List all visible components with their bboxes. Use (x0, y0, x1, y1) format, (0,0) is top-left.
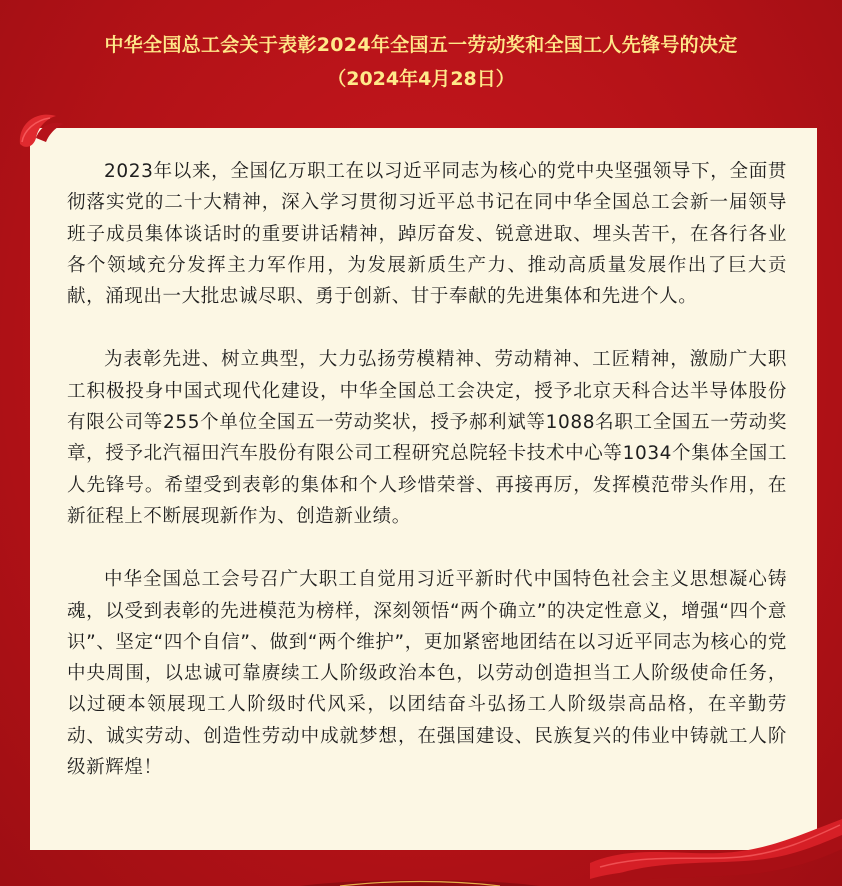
document-body (30, 128, 817, 850)
paragraph-3: 中华全国总工会号召广大职工自觉用习近平新时代中国特色社会主义思想凝心铸魂，以受到表彰的先进模范为榜样，深刻领悟“两个确立”的决定性意义，增强“四个意识”、坚定“四个自信”、做到“两个维护”，更加紧密地团结在以习近平同志为核心的党中央周围，以忠诚可靠赓续工人阶级政治本色，以劳动创造担当工人阶级使命任务，以过硬本领展现工人阶级时代风采，以团结奋斗弘扬工人阶级崇高品格，在辛勤劳动、诚实劳动、创造性劳动中成就梦想，在强国建设、民族复兴的伟业中铸就工人阶级新辉煌！ (67, 569, 787, 779)
ribbon-curl-icon (14, 104, 70, 160)
paragraph-2: 为表彰先进、树立典型，大力弘扬劳模精神、劳动精神、工匠精神，激励广大职工积极投身中国式现代化建设，中华全国总工会决定，授予北京天科合达半导体股份有限公司等255个单位全国五一劳动奖状，授予郝利斌等1088名职工全国五一劳动奖章，授予北汽福田汽车股份有限公司工程研究总院轻卡技术中心等1034个集体全国工人先锋号。希望受到表彰的集体和个人珍惜荣誉、再接再厉，发挥模范带头作用，在新征程上不断展现新作为、创造新业绩。 (67, 349, 787, 527)
document-title: 中华全国总工会关于表彰2024年全国五一劳动奖和全国工人先锋号的决定 (104, 34, 738, 56)
paragraph-1: 2023年以来，全国亿万职工在以习近平同志为核心的党中央坚强领导下，全面贯彻落实党的二十大精神，深入学习贯彻习近平总书记在同中华全国总工会新一届领导班子成员集体谈话时的重要讲话精神，踔厉奋发、锐意进取、埋头苦干，在各行各业各个领域充分发挥主力军作用，为发展新质生产力、推动高质量发展作出了巨大贡献，涌现出一大批忠诚尽职、勇于创新、甘于奉献的先进集体和先进个人。 (67, 161, 787, 308)
bottom-ornament (300, 876, 540, 886)
document-header (0, 30, 842, 94)
ribbon-wave-icon (590, 815, 842, 886)
document-date: （2024年4月28日） (327, 68, 515, 90)
